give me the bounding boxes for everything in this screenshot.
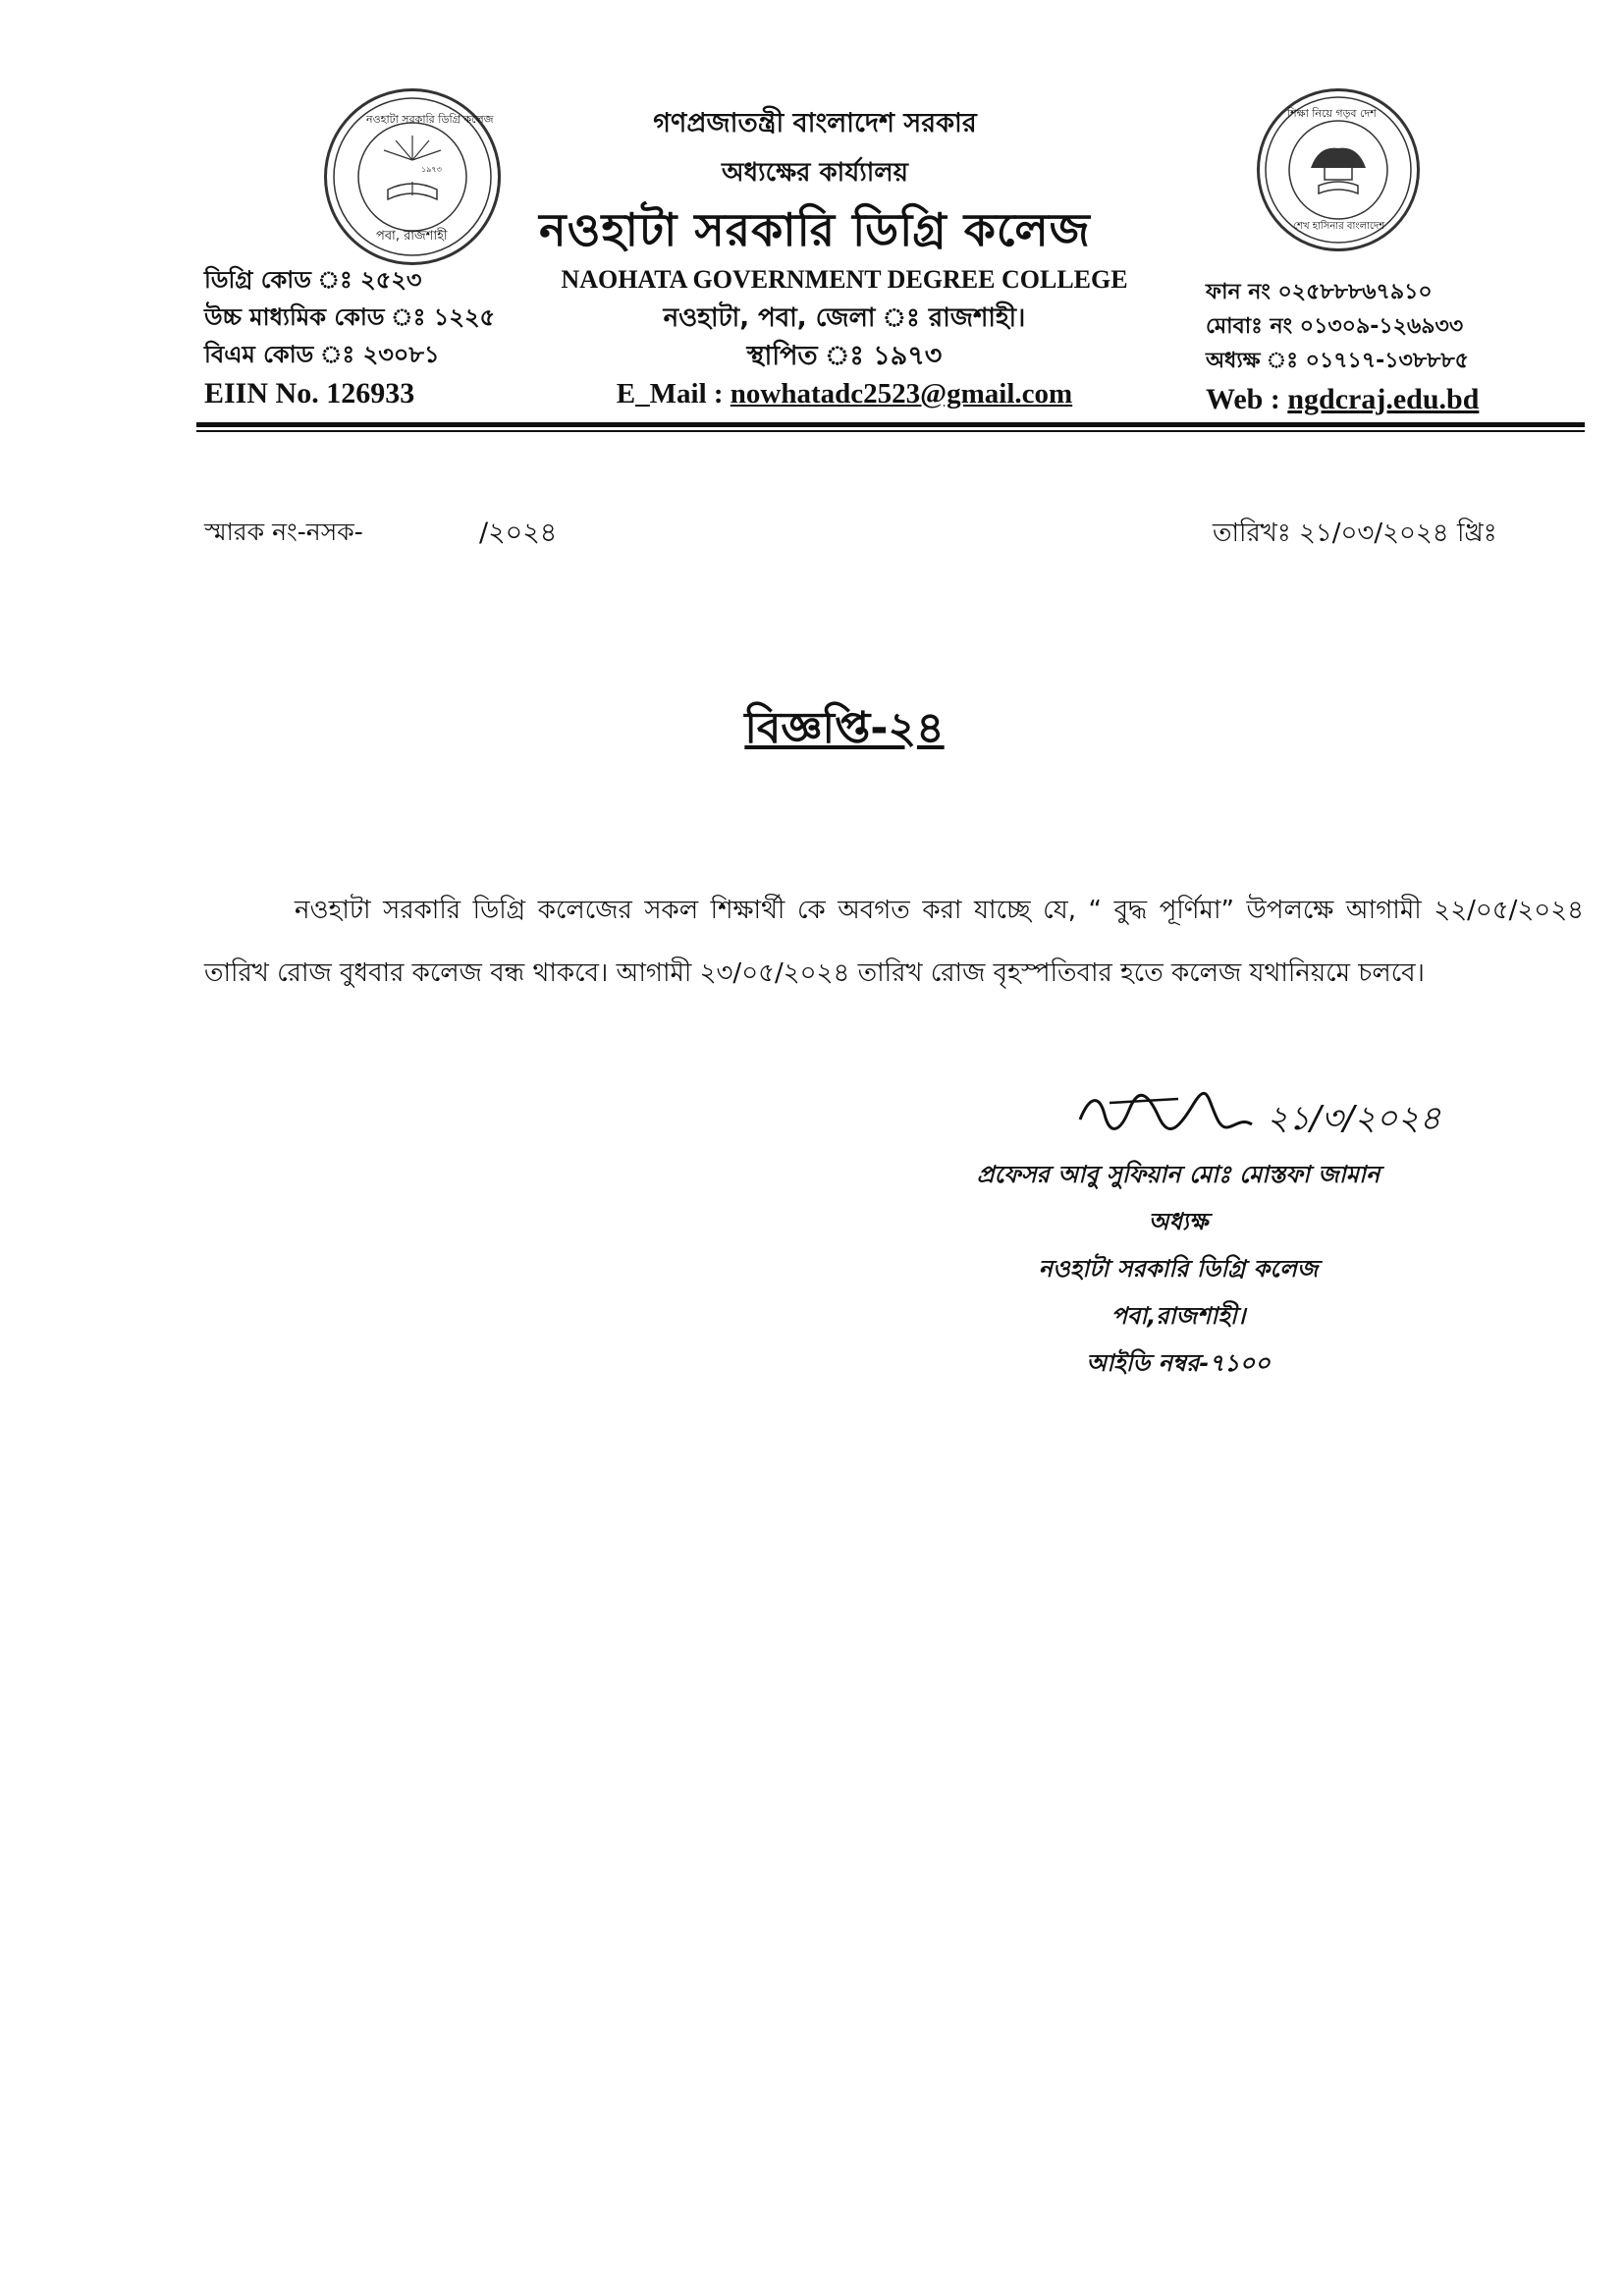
handwritten-date: ২১/৩/২০২৪ (1267, 1099, 1441, 1138)
phone-number: ফান নং ০২৫৮৮৮৬৭৯১০ (1206, 280, 1433, 304)
website-link[interactable]: ngdcraj.edu.bd (1287, 383, 1480, 415)
bm-code: বিএম কোড ঃ ২৩০৮১ (204, 341, 440, 368)
principal-number: অধ্যক্ষ ঃ ০১৭১৭-১৩৮৮৮৫ (1206, 349, 1469, 373)
notice-body (204, 879, 1584, 1005)
memo-number: /২০২৪ (479, 518, 558, 548)
handwritten-signature (1070, 1075, 1483, 1158)
college-seal (324, 88, 501, 265)
signatory-designation: অধ্যক্ষ (1148, 1208, 1209, 1235)
notice-body-text: নওহাটা সরকারি ডিগ্রি কলেজের সকল শিক্ষার্থী কে অবগত করা যাচ্ছে যে, “ বুদ্ধ পূর্ণিমা” উপলক্ষে আগামী ২২/০৫/২০২৪ তারিখ রোজ বুধবার কলেজ বন্ধ থাকবে। আগামী ২৩/০৫/২০২৪ তারিখ রোজ বৃহস্পতিবার হতে কলেজ যথানিয়মে চলবে। (204, 896, 1584, 988)
web-label: Web : (1206, 383, 1288, 415)
header-divider-thin (196, 430, 1585, 432)
seal-slogan-bottom: শেখ হাসিনার বাংলাদেশ (1293, 221, 1385, 232)
email-link[interactable]: nowhatadc2523@gmail.com (730, 378, 1073, 410)
email-line (550, 378, 1139, 410)
contact-info (1206, 275, 1479, 416)
college-name-bn: নওহাটা সরকারি ডিগ্রি কলেজ (539, 203, 1091, 256)
established-year: স্থাপিত ঃ ১৯৭৩ (746, 341, 943, 371)
degree-code: ডিগ্রি কোড ঃ ২৫২৩ (204, 266, 422, 294)
signatory-id: আইডি নম্বর-৭১০০ (1086, 1349, 1271, 1377)
slogan-seal (1257, 88, 1420, 251)
signatory-block (854, 1151, 1502, 1387)
eiin-number: EIIN No. 126933 (204, 377, 415, 410)
header-divider (196, 422, 1585, 427)
signatory-location: পবা,রাজশাহী। (1110, 1302, 1246, 1330)
office-title: অধ্যক্ষের কার্য্যালয় (722, 158, 908, 188)
college-codes (204, 261, 495, 412)
college-address: নওহাটা, পবা, জেলা ঃ রাজশাহী। (663, 303, 1026, 333)
signatory-college: নওহাটা সরকারি ডিগ্রি কলেজ (1038, 1255, 1319, 1283)
seal-top-text: নওহাটা সরকারি ডিগ্রি কলেজ (366, 113, 494, 126)
seal-year: ১৯৭৩ (421, 165, 442, 174)
notice-title: বিজ্ঞপ্তি-২৪ (744, 703, 945, 753)
hsc-code: উচ্চ মাধ্যমিক কোড ঃ ১২২৫ (204, 303, 496, 331)
memo-date: তারিখঃ ২১/০৩/২০২৪ খ্রিঃ (1213, 519, 1497, 548)
website-line (1206, 382, 1479, 416)
signatory-name: প্রফেসর আবু সুফিয়ান মোঃ মোস্তফা জামান (976, 1161, 1380, 1188)
memo-label: স্মারক নং-নসক- (204, 518, 363, 546)
email-label: E_Mail : (616, 378, 731, 410)
seal-bottom-text: পবা, রাজশাহী (376, 229, 448, 244)
college-name-en: NAOHATA GOVERNMENT DEGREE COLLEGE (561, 265, 1128, 294)
mobile-number: মোবাঃ নং ০১৩০৯-১২৬৯৩৩ (1206, 314, 1464, 339)
government-title: গণপ্রজাতন্ত্রী বাংলাদেশ সরকার (653, 108, 977, 138)
seal-slogan-top: শিক্ষা নিয়ে গড়ব দেশ (1287, 107, 1377, 120)
